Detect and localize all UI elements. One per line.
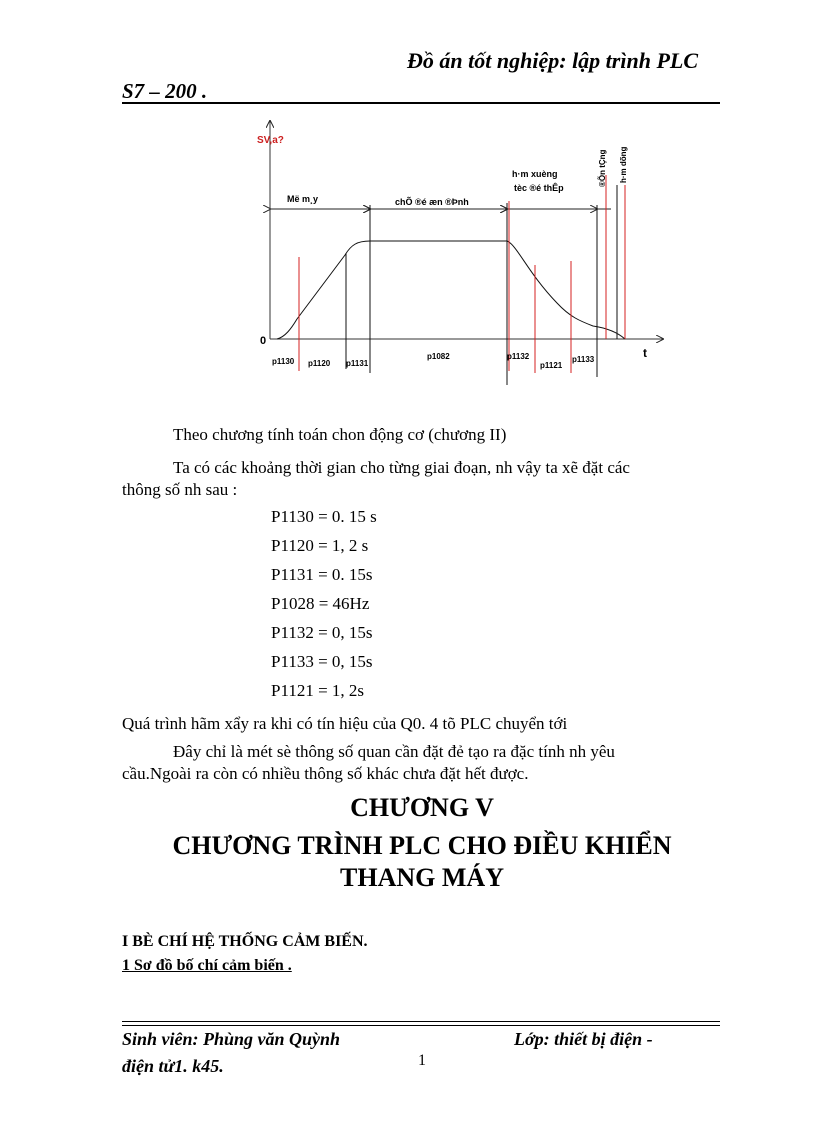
origin-label: 0: [260, 335, 267, 347]
header-divider: [122, 102, 720, 104]
x-axis-label: t: [643, 346, 647, 360]
param-label-p1130: p1130: [272, 357, 295, 366]
speed-profile-diagram: [245, 115, 665, 387]
section-heading: I BÈ CHÍ HỆ THỐNG CẢM BIẾN.: [122, 933, 368, 950]
chapter-title-line-2: THANG MÁY: [340, 863, 504, 892]
param-value: P1130 = 0. 15 s: [271, 507, 377, 526]
footer-student: Sinh viên: Phùng văn Quỳnh: [122, 1029, 341, 1049]
param-value: P1132 = 0, 15s: [271, 623, 373, 642]
param-label-p1121: p1121: [540, 361, 563, 370]
body-paragraph-2-line-2: thông số nh sau :: [122, 480, 238, 499]
document-header-subtitle: S7 – 200 .: [122, 79, 208, 103]
phase-label-brake: h·m xuèng: [512, 169, 558, 179]
page-number: 1: [418, 1052, 426, 1069]
body-paragraph-4-line-2: cầu.Ngoài ra còn có nhiều thông số khác chưa đặt hết được.: [122, 764, 529, 783]
param-label-p1082: p1082: [427, 352, 450, 361]
param-label-p1132: p1132: [507, 352, 530, 361]
phase-label-start: Më m¸y: [287, 194, 319, 204]
phase-label-steady: chÕ ®é æn ®Þnh: [395, 197, 469, 207]
speed-curve: [277, 241, 625, 339]
param-label-p1131: p1131: [346, 359, 369, 368]
section-subheading: 1 Sơ đồ bố chí cảm biến .: [122, 957, 292, 974]
phase-label-lowspeed: tèc ®é thÊp: [514, 183, 564, 193]
param-value: P1120 = 1, 2 s: [271, 536, 369, 555]
y-axis-label: SV,a?: [257, 135, 284, 146]
footer-class-continued: điện tử1. k45.: [122, 1056, 224, 1076]
footer-divider: [122, 1021, 720, 1022]
param-value: P1028 = 46Hz: [271, 594, 370, 613]
body-paragraph-4-line-1: Đây chỉ là mét sè thông số quan cần đặt đẻ tạo ra đặc tính nh yêu: [173, 742, 615, 761]
phase-label-stop: h·m dõng: [619, 146, 628, 183]
param-value: P1121 = 1, 2s: [271, 681, 365, 700]
footer-class: Lớp: thiết bị điện -: [514, 1029, 653, 1049]
body-paragraph-2-line-1: Ta có các khoảng thời gian cho từng giai đoạn, nh vậy ta xẽ đặt các: [173, 458, 630, 477]
chapter-title-line-1: CHƯƠNG TRÌNH PLC CHO ĐIỀU KHIỂN: [172, 831, 672, 860]
body-paragraph-1: Theo chương tính toán chon động cơ (chương II): [173, 425, 507, 444]
footer-divider: [122, 1025, 720, 1026]
param-label-p1120: p1120: [308, 359, 331, 368]
param-value: P1131 = 0. 15s: [271, 565, 373, 584]
param-label-p1133: p1133: [572, 355, 595, 364]
document-header-title: Đồ án tốt nghiệp: lập trình PLC: [407, 48, 698, 73]
param-value: P1133 = 0, 15s: [271, 652, 373, 671]
body-paragraph-3: Quá trình hãm xẩy ra khi có tín hiệu của Q0. 4 tõ PLC chuyển tới: [122, 714, 568, 733]
chapter-number: CHƯƠNG V: [350, 793, 494, 822]
phase-label-floor: ®Õn tÇng: [598, 149, 607, 187]
